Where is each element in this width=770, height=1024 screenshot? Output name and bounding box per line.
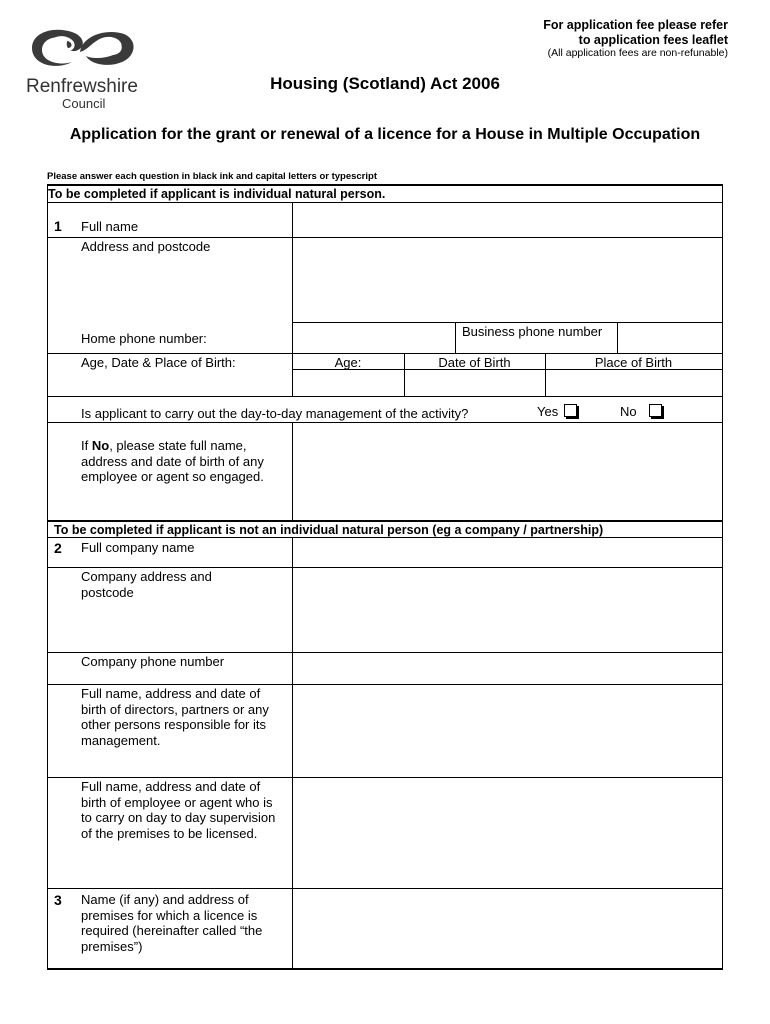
rule <box>47 567 723 568</box>
yes-label: Yes <box>537 404 559 419</box>
ink-instruction: Please answer each question in black ink and capital letters or typescript <box>47 171 377 182</box>
company-phone-label: Company phone number <box>81 654 225 669</box>
management-question: Is applicant to carry out the day-to-day management of the activity? <box>81 406 469 421</box>
supervisor-field[interactable] <box>294 779 721 887</box>
table-border-right <box>722 184 723 969</box>
premises-label: Name (if any) and address of premises for which a licence is required (hereinafter called “the premises”) <box>81 892 263 954</box>
yes-option[interactable] <box>537 404 577 419</box>
fee-note-line1: For application fee please refer <box>543 18 728 32</box>
pob-field[interactable] <box>547 371 721 395</box>
yes-checkbox[interactable] <box>564 404 577 417</box>
form-title: Application for the grant or renewal of a licence for a House in Multiple Occupation <box>69 126 701 143</box>
company-phone-field[interactable] <box>294 654 721 683</box>
fee-note-line2: to application fees leaflet <box>578 33 728 47</box>
if-no-instruction: If No, please state full name, address and date of birth of any employee or agent so engaged. <box>81 438 264 484</box>
rule <box>47 396 723 397</box>
rule <box>47 237 723 238</box>
rule <box>47 202 723 203</box>
rule <box>47 422 723 423</box>
dob-field[interactable] <box>406 371 544 395</box>
council-sub: Council <box>62 96 106 111</box>
company-name-field[interactable] <box>294 539 721 566</box>
rule <box>47 537 723 538</box>
rule <box>47 888 723 889</box>
no-label: No <box>620 404 637 419</box>
employee-agent-field[interactable] <box>294 424 721 519</box>
section2-banner: To be completed if applicant is not an individual natural person (eg a company / partnership) <box>54 523 604 537</box>
full-name-label: Full name <box>81 219 139 234</box>
act-title: Housing (Scotland) Act 2006 <box>270 74 500 93</box>
full-name-field[interactable] <box>294 204 721 236</box>
rule <box>292 322 723 323</box>
table-border-left <box>47 184 48 969</box>
rule <box>47 684 723 685</box>
company-address-label: Company address and postcode <box>81 569 212 600</box>
age-field[interactable] <box>294 371 403 395</box>
council-logo-mark <box>28 22 140 74</box>
rule <box>47 968 723 970</box>
address-label: Address and postcode <box>81 239 211 254</box>
rule <box>292 422 293 520</box>
dob-col-label: Date of Birth <box>438 355 511 370</box>
rule <box>47 652 723 653</box>
no-option[interactable] <box>620 404 662 419</box>
home-phone-field[interactable] <box>294 324 454 352</box>
company-name-label: Full company name <box>81 540 195 555</box>
business-phone-field[interactable] <box>619 324 721 352</box>
age-col-label: Age: <box>334 355 362 370</box>
directors-field[interactable] <box>294 686 721 776</box>
section2-number: 2 <box>54 540 62 556</box>
rule <box>617 322 618 353</box>
section1-number: 1 <box>54 218 62 234</box>
rule <box>455 322 456 353</box>
council-logo <box>28 22 148 111</box>
table-top-border <box>47 184 723 186</box>
premises-field[interactable] <box>294 890 721 967</box>
rule <box>47 777 723 778</box>
rule <box>47 353 723 354</box>
age-dob-pob-label: Age, Date & Place of Birth: <box>81 355 236 370</box>
supervisor-label: Full name, address and date of birth of employee or agent who is to carry on day to day supervision of the premises to be licensed. <box>81 779 276 841</box>
rule <box>292 537 293 968</box>
section1-banner: To be completed if applicant is individual natural person. <box>48 187 386 201</box>
fee-non-refundable-note: (All application fees are non-refunable) <box>547 47 728 59</box>
directors-label: Full name, address and date of birth of directors, partners or any other persons responsible for its management. <box>81 686 269 748</box>
section3-number: 3 <box>54 892 62 908</box>
business-phone-label: Business phone number <box>462 324 603 339</box>
address-field[interactable] <box>294 239 721 321</box>
company-address-field[interactable] <box>294 569 721 651</box>
home-phone-label: Home phone number: <box>81 331 207 346</box>
pob-col-label: Place of Birth <box>594 355 673 370</box>
rule <box>47 520 723 522</box>
council-name: Renfrewshire <box>26 76 138 97</box>
no-checkbox[interactable] <box>649 404 662 417</box>
